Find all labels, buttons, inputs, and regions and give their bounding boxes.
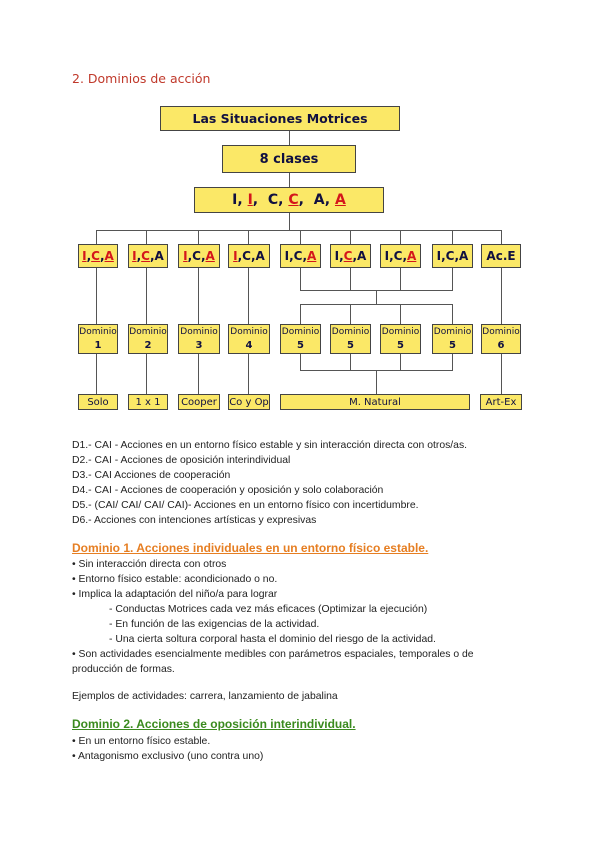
letter-plain: ,C, — [187, 249, 206, 263]
definition-d6: D6.- Acciones con intenciones artísticas y expresivas — [72, 515, 317, 526]
domain-number: 5 — [449, 340, 456, 351]
domain-box-3 — [178, 324, 220, 354]
dominio1-bullet-2: • Entorno físico estable: acondicionado o no. — [72, 574, 278, 585]
domain-number: 4 — [245, 340, 253, 351]
domain-label: Dominio — [482, 327, 520, 337]
letter-highlight: I — [132, 249, 137, 263]
classes-box: 8 clases — [222, 145, 356, 173]
letter-plain: ,A — [352, 249, 367, 263]
letter-highlight: I — [183, 249, 188, 263]
domain-label: Dominio — [331, 327, 370, 337]
dominio2-bullet-1: • En un entorno físico estable. — [72, 736, 211, 747]
type-box-6 — [330, 244, 371, 268]
letter-highlight: I — [82, 249, 87, 263]
domain-box-2 — [128, 324, 168, 354]
dominio1-sub-1: - Conductas Motrices cada vez más eficaces (Optimizar la ejecución) — [109, 604, 428, 615]
definition-d1: D1.- CAI - Acciones en un entorno físico estable y sin interacción directa con otros/as. — [72, 440, 468, 451]
type-box-3 — [178, 244, 220, 268]
letter-highlight: A — [307, 249, 317, 263]
type-box-7 — [380, 244, 421, 268]
leaf-art-ex: Art-Ex — [480, 394, 522, 410]
dominio1-examples: Ejemplos de actividades: carrera, lanzamiento de jabalina — [72, 691, 338, 702]
letter-plain: I,C,A — [436, 249, 469, 263]
type-box-2 — [128, 244, 168, 268]
domain-label: Dominio — [180, 327, 218, 337]
domain-box-9 — [481, 324, 521, 354]
dominio1-title: Dominio 1. Acciones individuales en un entorno físico estable. — [72, 541, 429, 555]
domain-number: 5 — [397, 340, 404, 351]
domain-label: Dominio — [79, 327, 117, 337]
dominio1-sub-3: - Una cierta soltura corporal hasta el dominio del riesgo de la actividad. — [109, 634, 436, 645]
domain-label: Dominio — [281, 327, 320, 337]
leaf-solo: Solo — [78, 394, 118, 410]
letter-plain: I — [232, 192, 238, 208]
criteria-box — [194, 187, 384, 213]
domain-box-5 — [280, 324, 321, 354]
letter-highlight: A — [407, 249, 417, 263]
letter-plain: , — [86, 249, 92, 263]
domain-number: 2 — [144, 340, 152, 351]
leaf-co-y-op: Co y Op — [228, 394, 270, 410]
type-box-1 — [78, 244, 118, 268]
letter-highlight: I — [247, 192, 253, 208]
definition-d5: D5.- (CAI/ CAI/ CAI/ CAI)- Acciones en un entorno físico con incertidumbre. — [72, 500, 419, 511]
letter-highlight: A — [205, 249, 215, 263]
letter-plain: Ac.E — [486, 249, 516, 263]
letter-highlight: I — [233, 249, 238, 263]
domain-box-7 — [380, 324, 421, 354]
dominio1-sub-2: - En función de las exigencias de la actividad. — [109, 619, 320, 630]
leaf-cooper: Cooper — [178, 394, 220, 410]
letter-highlight: C — [91, 249, 100, 263]
letter-plain: , — [237, 192, 248, 208]
domain-box-8 — [432, 324, 473, 354]
letter-highlight: C — [141, 249, 150, 263]
dominio1-bullet-4: • Son actividades esencialmente medibles con parámetros espaciales, temporales o de — [72, 649, 474, 660]
letter-plain: , C, — [252, 192, 289, 208]
letter-highlight: A — [104, 249, 114, 263]
domain-number: 6 — [497, 340, 505, 351]
letter-plain: I,C, — [384, 249, 408, 263]
definition-d4: D4.- CAI - Acciones de cooperación y oposición y solo colaboración — [72, 485, 384, 496]
domain-number: 1 — [94, 340, 102, 351]
definition-d2: D2.- CAI - Acciones de oposición interindividual — [72, 455, 291, 466]
dominio2-title: Dominio 2. Acciones de oposición interindividual. — [72, 717, 356, 731]
domain-label: Dominio — [129, 327, 167, 337]
letter-plain: ,C,A — [237, 249, 265, 263]
root-box: Las Situaciones Motrices — [160, 106, 400, 131]
leaf-m-natural: M. Natural — [280, 394, 470, 410]
domain-number: 5 — [347, 340, 354, 351]
dominio2-bullet-2: • Antagonismo exclusivo (uno contra uno) — [72, 751, 264, 762]
letter-plain: , A, — [298, 192, 335, 208]
type-box-5 — [280, 244, 321, 268]
letter-plain: ,A — [149, 249, 164, 263]
domain-label: Dominio — [433, 327, 472, 337]
letter-plain: , — [99, 249, 105, 263]
domain-label: Dominio — [230, 327, 268, 337]
type-box-9 — [481, 244, 521, 268]
domain-label: Dominio — [381, 327, 420, 337]
letter-plain: I,C, — [284, 249, 308, 263]
dominio1-bullet-4-cont: producción de formas. — [72, 664, 175, 675]
letter-highlight: C — [288, 192, 299, 208]
domain-box-6 — [330, 324, 371, 354]
letter-plain: I, — [334, 249, 344, 263]
leaf-1x1: 1 x 1 — [128, 394, 168, 410]
domain-number: 5 — [297, 340, 304, 351]
domain-box-4 — [228, 324, 270, 354]
dominio1-bullet-1: • Sin interacción directa con otros — [72, 559, 227, 570]
dominio1-bullet-3: • Implica la adaptación del niño/a para lograr — [72, 589, 278, 600]
section-title: 2. Dominios de acción — [72, 71, 211, 86]
domain-box-1 — [78, 324, 118, 354]
domain-number: 3 — [195, 340, 203, 351]
letter-highlight: A — [334, 192, 346, 208]
type-box-4 — [228, 244, 270, 268]
type-box-8 — [432, 244, 473, 268]
letter-highlight: C — [343, 249, 353, 263]
letter-plain: , — [136, 249, 142, 263]
definition-d3: D3.- CAI Acciones de cooperación — [72, 470, 231, 481]
